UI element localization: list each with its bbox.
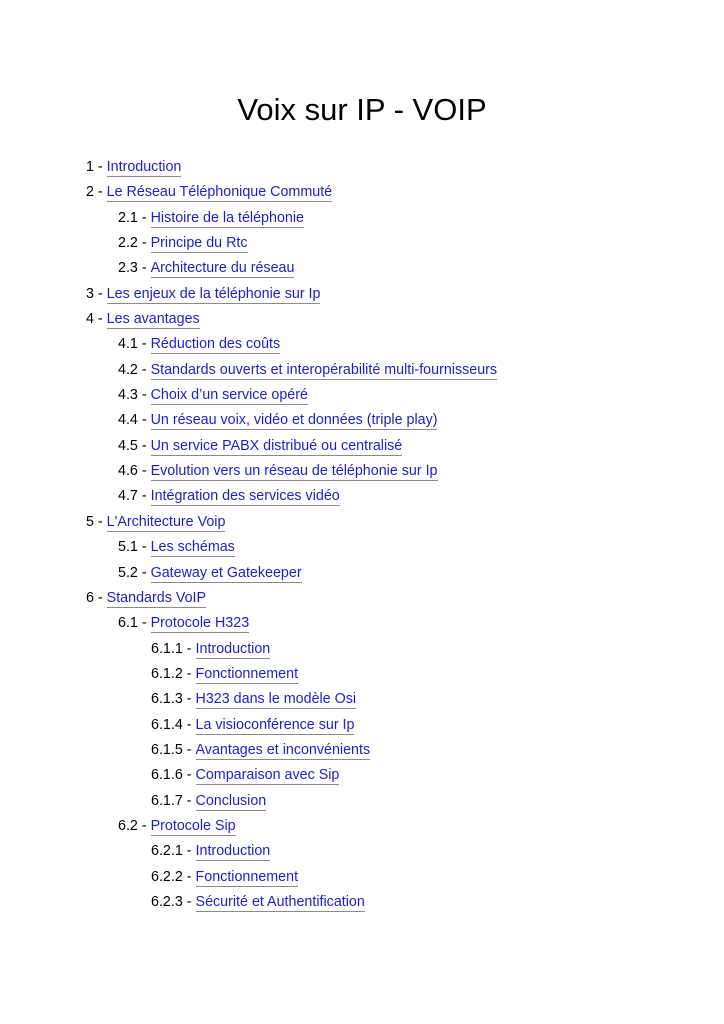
toc-separator: - (137, 615, 151, 632)
toc-entry-number: 2.1 (118, 209, 138, 226)
toc-separator: - (137, 463, 151, 480)
toc-entry (0, 740, 724, 765)
toc-entry (0, 182, 724, 207)
toc-entry-link[interactable]: Histoire de la téléphonie (150, 209, 304, 226)
toc-entry-link[interactable]: Introduction (195, 843, 271, 860)
toc-entry-number: 6.2 (118, 817, 138, 834)
toc-separator: - (182, 665, 196, 682)
toc-entry (0, 892, 724, 917)
toc-entry (0, 588, 724, 613)
toc-entry (0, 512, 724, 537)
toc-separator: - (182, 868, 196, 885)
toc-entry-link[interactable]: Introduction (106, 159, 182, 175)
toc-entry-number: 6 (86, 589, 94, 606)
toc-entry-link[interactable]: Fonctionnement (195, 868, 299, 885)
toc-entry-link[interactable]: Protocole H323 (150, 615, 250, 632)
toc-entry (0, 208, 724, 233)
toc-separator: - (182, 640, 196, 657)
toc-separator: - (93, 311, 107, 328)
toc-entry-link[interactable]: Choix d’un service opéré (150, 387, 308, 404)
toc-separator: - (137, 539, 151, 556)
toc-entry-number: 5 (86, 513, 94, 530)
toc-entry (0, 309, 724, 334)
toc-entry-number: 6.1.1 (151, 640, 183, 657)
toc-entry-link[interactable]: Gateway et Gatekeeper (150, 564, 302, 581)
toc-entry-number: 6.1.4 (151, 716, 183, 733)
toc-entry-number: 6.1.3 (151, 691, 183, 708)
toc-separator: - (182, 792, 196, 809)
toc-separator: - (137, 235, 151, 252)
toc-entry (0, 613, 724, 638)
toc-entry-number: 1 (86, 159, 94, 175)
toc-entry-link[interactable]: Le Réseau Téléphonique Commuté (106, 184, 333, 201)
toc-separator: - (93, 589, 107, 606)
toc-entry-number: 5.2 (118, 564, 138, 581)
toc-entry-number: 2 (86, 184, 94, 201)
toc-entry-number: 6.1 (118, 615, 138, 632)
toc-entry-link[interactable]: Les avantages (106, 311, 200, 328)
toc-entry (0, 233, 724, 258)
toc-entry (0, 639, 724, 664)
toc-entry-link[interactable]: Architecture du réseau (150, 260, 295, 277)
toc-entry (0, 537, 724, 562)
toc-entry-link[interactable]: Un réseau voix, vidéo et données (triple play) (150, 412, 438, 429)
toc-entry-link[interactable]: Principe du Rtc (150, 235, 248, 252)
toc-separator: - (182, 767, 196, 784)
toc-separator: - (137, 361, 151, 378)
toc-separator: - (137, 260, 151, 277)
toc-entry-number: 6.2.3 (151, 893, 183, 910)
toc-separator: - (137, 209, 151, 226)
toc-separator: - (137, 488, 151, 505)
toc-separator: - (93, 285, 107, 302)
toc-entry-number: 4.7 (118, 488, 138, 505)
toc-entry-number: 6.1.7 (151, 792, 183, 809)
toc-entry-link[interactable]: Réduction des coûts (150, 336, 281, 353)
toc-entry-link[interactable]: Fonctionnement (195, 665, 299, 682)
toc-entry-link[interactable]: Un service PABX distribué ou centralisé (150, 437, 403, 454)
toc-separator: - (93, 513, 107, 530)
toc-entry-link[interactable]: Avantages et inconvénients (195, 741, 371, 758)
toc-entry (0, 334, 724, 359)
table-of-contents (0, 157, 724, 917)
page-title: Voix sur IP - VOIP (237, 92, 487, 127)
toc-entry-link[interactable]: Standards ouverts et interopérabilité multi-fournisseurs (150, 361, 498, 378)
toc-entry-link[interactable]: La visioconférence sur Ip (195, 716, 355, 733)
toc-entry-number: 4.3 (118, 387, 138, 404)
toc-separator: - (93, 159, 107, 175)
toc-entry-number: 6.2.1 (151, 843, 183, 860)
toc-entry-number: 5.1 (118, 539, 138, 556)
toc-separator: - (137, 437, 151, 454)
toc-entry (0, 486, 724, 511)
toc-entry (0, 867, 724, 892)
toc-entry (0, 841, 724, 866)
toc-entry-link[interactable]: Evolution vers un réseau de téléphonie sur Ip (150, 463, 438, 480)
toc-entry-number: 4.2 (118, 361, 138, 378)
toc-entry (0, 689, 724, 714)
toc-entry (0, 284, 724, 309)
toc-entry-link[interactable]: Les schémas (150, 539, 235, 556)
toc-entry (0, 157, 724, 182)
toc-entry-number: 6.1.6 (151, 767, 183, 784)
toc-entry (0, 715, 724, 740)
toc-separator: - (182, 741, 196, 758)
toc-entry (0, 563, 724, 588)
toc-separator: - (137, 336, 151, 353)
toc-entry (0, 410, 724, 435)
toc-entry (0, 436, 724, 461)
toc-entry-number: 4 (86, 311, 94, 328)
toc-entry (0, 385, 724, 410)
toc-entry-link[interactable]: Introduction (195, 640, 271, 657)
toc-separator: - (182, 843, 196, 860)
toc-entry-number: 2.2 (118, 235, 138, 252)
toc-entry-number: 3 (86, 285, 94, 302)
toc-entry-link[interactable]: Protocole Sip (150, 817, 236, 834)
toc-entry-link[interactable]: L'Architecture Voip (106, 513, 226, 530)
toc-separator: - (182, 893, 196, 910)
toc-entry (0, 791, 724, 816)
toc-entry-link[interactable]: Sécurité et Authentification (195, 893, 365, 910)
toc-separator: - (137, 412, 151, 429)
toc-entry-number: 4.1 (118, 336, 138, 353)
toc-separator: - (137, 817, 151, 834)
toc-separator: - (182, 691, 196, 708)
toc-entry-link[interactable]: H323 dans le modèle Osi (195, 691, 357, 708)
toc-entry-link[interactable]: Conclusion (195, 792, 267, 809)
toc-separator: - (137, 564, 151, 581)
toc-entry-link[interactable]: Standards VoIP (106, 589, 207, 606)
toc-entry-number: 6.2.2 (151, 868, 183, 885)
toc-separator: - (93, 184, 107, 201)
toc-entry-number: 6.1.5 (151, 741, 183, 758)
toc-entry-link[interactable]: Comparaison avec Sip (195, 767, 340, 784)
toc-entry-number: 6.1.2 (151, 665, 183, 682)
toc-entry (0, 664, 724, 689)
toc-entry-number: 4.5 (118, 437, 138, 454)
toc-entry (0, 461, 724, 486)
toc-entry-number: 4.4 (118, 412, 138, 429)
toc-entry (0, 360, 724, 385)
toc-entry (0, 258, 724, 283)
toc-entry-link[interactable]: Intégration des services vidéo (150, 488, 340, 505)
toc-entry (0, 765, 724, 790)
toc-separator: - (137, 387, 151, 404)
toc-entry-number: 4.6 (118, 463, 138, 480)
toc-entry-number: 2.3 (118, 260, 138, 277)
toc-entry (0, 816, 724, 841)
toc-entry-link[interactable]: Les enjeux de la téléphonie sur Ip (106, 285, 321, 302)
toc-separator: - (182, 716, 196, 733)
